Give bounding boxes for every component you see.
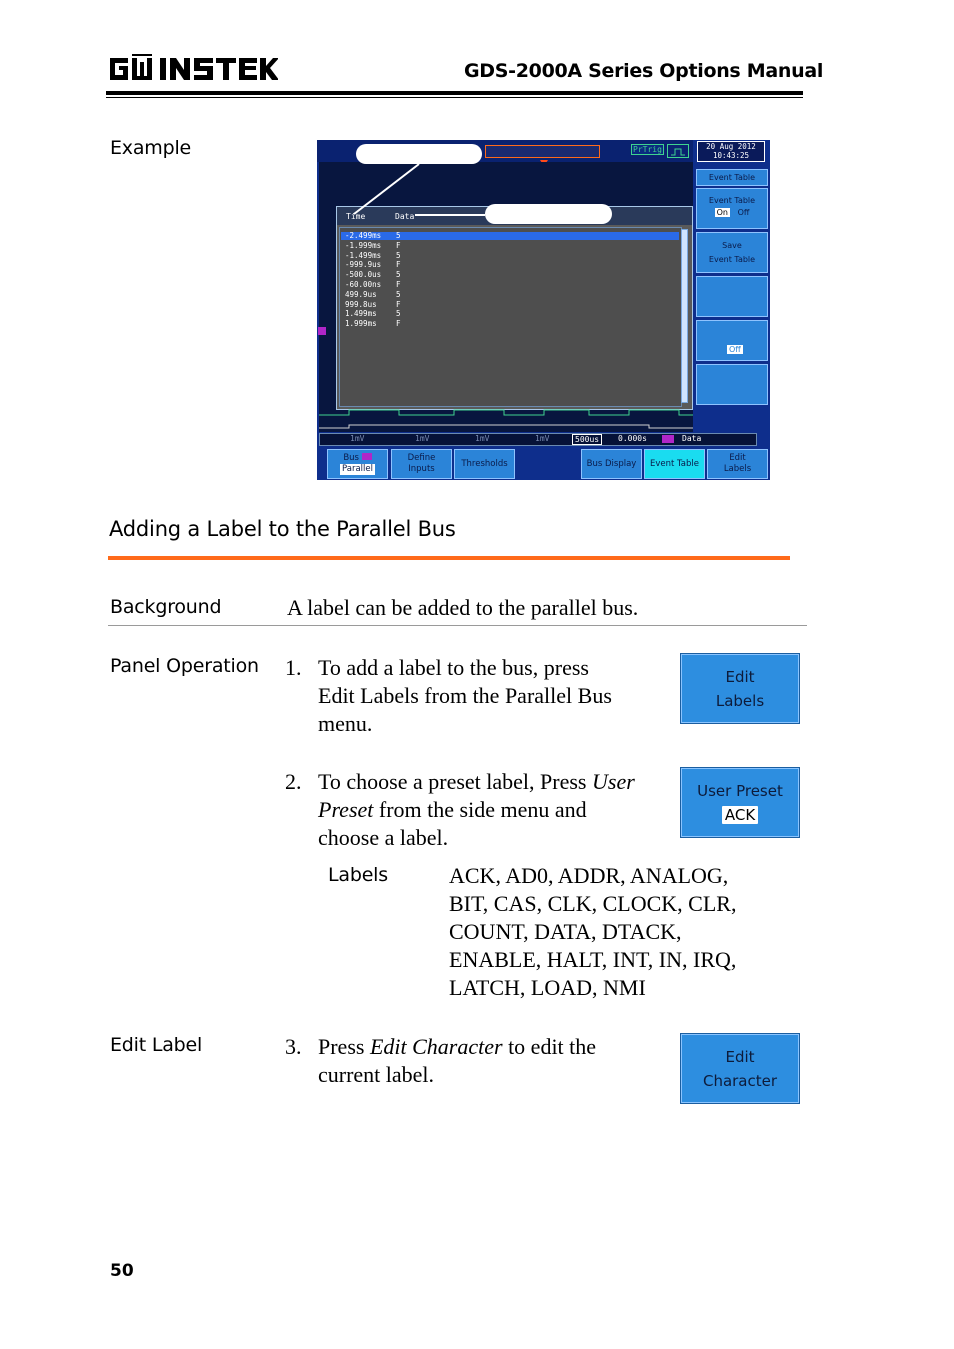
header-rule-thin — [106, 97, 803, 98]
step2-pre: To choose a preset label, Press — [318, 769, 592, 794]
bottom-edit-labels[interactable] — [707, 449, 768, 479]
event-row-time: 1.499ms — [345, 309, 377, 319]
background-label: Background — [110, 596, 222, 618]
bus-marker — [318, 327, 326, 335]
status-bar — [319, 433, 757, 446]
define-text: Define — [407, 453, 436, 463]
oscilloscope-screenshot — [317, 140, 770, 480]
user-preset-button[interactable] — [680, 767, 800, 838]
time-text: 10:43:25 — [712, 151, 750, 160]
step3-italic: Edit Character — [369, 1034, 503, 1059]
step2-italic2: Preset — [318, 797, 374, 822]
event-row-time: -1.499ms — [345, 250, 382, 260]
edit-labels-button[interactable] — [680, 653, 800, 724]
trigger-status: PrTrig — [633, 145, 662, 154]
save-label-2: Event Table — [708, 255, 756, 264]
col-data-header: Data — [395, 212, 415, 221]
side-empty-button[interactable] — [696, 276, 768, 317]
manual-title: GDS-2000A Series Options Manual — [464, 60, 824, 82]
side-dim-button[interactable] — [696, 320, 768, 361]
digital-traces — [319, 408, 693, 432]
side-event-table-toggle[interactable] — [696, 188, 768, 229]
labels-line: ENABLE, HALT, INT, IN, IRQ, — [449, 947, 737, 972]
col-time-header: Time — [346, 212, 366, 221]
example-label: Example — [110, 137, 192, 159]
step1-text — [318, 654, 612, 738]
event-row-time: -2.499ms — [345, 231, 382, 240]
side-event-table-label: Event Table — [708, 196, 756, 205]
gw-instek-logo — [108, 50, 278, 86]
event-row-data: F — [396, 260, 401, 270]
side-save-event-table[interactable] — [696, 232, 768, 273]
step1-line1: To add a label to the bus, press — [318, 655, 589, 680]
step1-line3: menu. — [318, 711, 373, 736]
edit-text: Edit — [729, 453, 746, 463]
event-row-data: F — [396, 319, 401, 329]
step3-line2: current label. — [318, 1062, 435, 1087]
edit-labels-line2: Labels — [715, 691, 765, 710]
labels-line: ACK, AD0, ADDR, ANALOG, — [449, 863, 729, 888]
labels-label: Labels — [328, 864, 388, 886]
event-row-data: 5 — [396, 231, 401, 240]
timebase: 500us — [572, 434, 602, 445]
side-empty-button-2[interactable] — [696, 364, 768, 405]
bottom-bus-button[interactable] — [327, 449, 388, 479]
side-menu-title: Event Table — [696, 169, 768, 186]
bottom-event-table[interactable]: Event Table — [644, 449, 705, 479]
bus-sub: Parallel — [342, 464, 373, 474]
step1-number: 1. — [285, 655, 302, 680]
step3-text — [318, 1033, 596, 1089]
event-row-data: 5 — [396, 250, 401, 260]
step2-text — [318, 768, 635, 852]
labels-line: COUNT, DATA, DTACK, — [449, 919, 682, 944]
panel-operation-label: Panel Operation — [110, 655, 259, 677]
step3-pre: Press — [318, 1034, 370, 1059]
event-row-time: -1.999ms — [345, 240, 382, 250]
event-row-data: 5 — [396, 270, 401, 280]
step2-line1 — [318, 768, 635, 796]
bottom-define-inputs[interactable] — [391, 449, 452, 479]
event-row-data: 5 — [396, 289, 401, 299]
edit-labels-line1: Edit — [725, 667, 755, 686]
event-row-data: F — [396, 299, 401, 309]
labels-line: LATCH, LOAD, NMI — [449, 975, 646, 1000]
labels-list — [449, 862, 736, 1002]
bus-badge — [662, 435, 674, 443]
edit-character-line2: Character — [702, 1071, 778, 1090]
event-row-data: F — [396, 280, 401, 289]
event-row-data: 5 — [396, 309, 401, 319]
save-label: Save — [722, 241, 742, 250]
event-row-time: -999.9us — [345, 260, 382, 270]
step2-number: 2. — [285, 769, 302, 794]
event-row-time: 1.999ms — [345, 319, 377, 329]
event-row-time: 999.8us — [345, 299, 377, 309]
edit-character-button[interactable] — [680, 1033, 800, 1104]
step3-post: to edit the — [502, 1034, 597, 1059]
ch3-scale: 1mV — [475, 434, 490, 443]
date-text: 20 Aug 2012 — [706, 142, 756, 151]
step2-post: from the side menu and — [373, 797, 587, 822]
ch2-scale: 1mV — [415, 434, 430, 443]
user-preset-line1: User Preset — [697, 781, 783, 800]
step3-number: 3. — [285, 1034, 302, 1059]
labels-line: BIT, CAS, CLK, CLOCK, CLR, — [449, 891, 737, 916]
event-row-data: F — [396, 240, 401, 250]
define-text-2: Inputs — [408, 464, 435, 474]
page-number: 50 — [110, 1261, 134, 1281]
event-row-time: -500.0us — [345, 270, 382, 280]
event-row-time: -60.00ns — [345, 280, 382, 289]
horizontal-position: 0.000s — [618, 434, 647, 443]
edit-label-label: Edit Label — [110, 1034, 203, 1056]
labels-text: Labels — [723, 464, 752, 474]
step1-line2: Edit Labels from the Parallel Bus — [318, 683, 612, 708]
toggle-on: On — [716, 208, 728, 217]
header-rule — [106, 91, 803, 95]
background-rule — [108, 625, 807, 626]
step3-line1 — [318, 1033, 596, 1061]
user-preset-value: ACK — [722, 806, 758, 824]
section-title: Adding a Label to the Parallel Bus — [109, 517, 456, 541]
edit-character-line1: Edit — [725, 1047, 755, 1066]
background-text: A label can be added to the parallel bus. — [287, 595, 639, 620]
bottom-bus-display[interactable]: Bus Display — [581, 449, 642, 479]
step2-italic1: User — [592, 769, 635, 794]
bottom-thresholds[interactable]: Thresholds — [454, 449, 515, 479]
section-rule — [108, 556, 790, 560]
step2-line2 — [318, 796, 635, 824]
bus-text: Bus — [343, 453, 371, 464]
ch4-scale: 1mV — [535, 434, 550, 443]
toggle-off: Off — [737, 208, 750, 217]
bus-label: Data — [682, 434, 702, 443]
event-row-time: 499.9us — [345, 289, 377, 299]
step2-line3: choose a label. — [318, 825, 449, 850]
ch1-scale: 1mV — [350, 434, 365, 443]
dim-off: Off — [729, 345, 741, 354]
